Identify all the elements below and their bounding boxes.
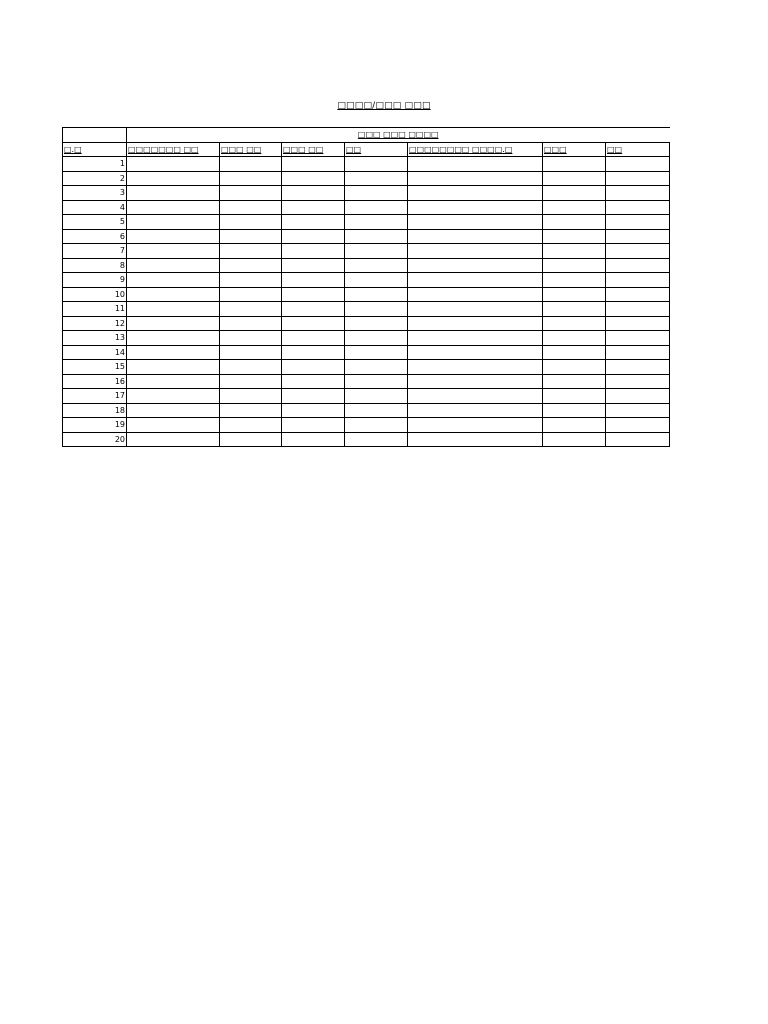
row-number: 8 (63, 258, 127, 273)
table-cell (606, 287, 670, 302)
table-cell (408, 258, 543, 273)
row-number: 11 (63, 302, 127, 317)
table-cell (408, 215, 543, 230)
table-row (63, 331, 670, 346)
table-cell (220, 360, 282, 375)
table-row (63, 345, 670, 360)
column-header: □□□□□□□ □□ (127, 142, 220, 157)
table-cell (408, 157, 543, 172)
table-cell (543, 244, 606, 259)
row-number: 9 (63, 273, 127, 288)
table-cell (220, 374, 282, 389)
table-cell (543, 215, 606, 230)
table-cell (543, 186, 606, 201)
table-cell (127, 331, 220, 346)
table-row (63, 432, 670, 447)
table-cell (345, 374, 408, 389)
table-cell (543, 171, 606, 186)
row-number: 18 (63, 403, 127, 418)
row-number: 12 (63, 316, 127, 331)
table-cell (543, 345, 606, 360)
table-row (63, 244, 670, 259)
row-number: 7 (63, 244, 127, 259)
table-cell (345, 287, 408, 302)
table-cell (127, 360, 220, 375)
table-cell (220, 200, 282, 215)
table-cell (220, 331, 282, 346)
table-cell (127, 432, 220, 447)
table-cell (127, 273, 220, 288)
table-cell (127, 287, 220, 302)
table-cell (282, 316, 345, 331)
table-cell (408, 316, 543, 331)
table-cell (543, 229, 606, 244)
row-number: 13 (63, 331, 127, 346)
table-cell (127, 345, 220, 360)
table-cell (220, 302, 282, 317)
table-cell (345, 345, 408, 360)
table-cell (543, 432, 606, 447)
table-cell (543, 403, 606, 418)
table-cell (282, 345, 345, 360)
table-cell (606, 302, 670, 317)
table-cell (345, 171, 408, 186)
table-cell (127, 258, 220, 273)
page-title: □□□□/□□□ □□□ (337, 101, 431, 111)
table-cell (408, 331, 543, 346)
table-cell (345, 331, 408, 346)
table-cell (606, 403, 670, 418)
table-cell (543, 258, 606, 273)
table-cell (543, 389, 606, 404)
group-header-row (63, 128, 670, 143)
table-cell (345, 302, 408, 317)
table-cell (408, 244, 543, 259)
table-cell (408, 345, 543, 360)
table-cell (543, 273, 606, 288)
table-cell (543, 316, 606, 331)
table-cell (408, 418, 543, 433)
table-row (63, 186, 670, 201)
column-header: □□□ (543, 142, 606, 157)
table-cell (282, 302, 345, 317)
table-row (63, 374, 670, 389)
table-cell (282, 287, 345, 302)
table-cell (606, 215, 670, 230)
table-cell (282, 389, 345, 404)
table-cell (345, 418, 408, 433)
table-cell (220, 244, 282, 259)
table-cell (127, 157, 220, 172)
table-cell (220, 418, 282, 433)
table-cell (282, 374, 345, 389)
table-cell (220, 157, 282, 172)
table-cell (282, 171, 345, 186)
table-cell (282, 244, 345, 259)
table-row (63, 157, 670, 172)
table-cell (220, 345, 282, 360)
table-cell (345, 403, 408, 418)
row-number: 14 (63, 345, 127, 360)
table-cell (220, 287, 282, 302)
row-number: 17 (63, 389, 127, 404)
column-header: □□□□□□□□ □□□□.□ (408, 142, 543, 157)
table-cell (408, 403, 543, 418)
table-row (63, 258, 670, 273)
table-cell (220, 186, 282, 201)
table-cell (282, 157, 345, 172)
table-row (63, 200, 670, 215)
table-cell (220, 432, 282, 447)
table-row (63, 418, 670, 433)
table-cell (345, 215, 408, 230)
table-cell (345, 186, 408, 201)
table-row (63, 171, 670, 186)
table-row (63, 229, 670, 244)
table-cell (127, 229, 220, 244)
table-cell (606, 418, 670, 433)
table-cell (606, 374, 670, 389)
table-cell (127, 389, 220, 404)
table-cell (606, 229, 670, 244)
table-cell (606, 171, 670, 186)
table-cell (345, 316, 408, 331)
table-cell (345, 258, 408, 273)
table-cell (282, 418, 345, 433)
table-cell (345, 229, 408, 244)
table-cell (282, 200, 345, 215)
table-cell (543, 418, 606, 433)
table-cell (220, 258, 282, 273)
table-cell (606, 186, 670, 201)
table-cell (408, 302, 543, 317)
table-cell (282, 403, 345, 418)
table-cell (127, 215, 220, 230)
table-row (63, 287, 670, 302)
row-number: 6 (63, 229, 127, 244)
table-cell (127, 316, 220, 331)
table-cell (127, 171, 220, 186)
table-cell (543, 302, 606, 317)
table-row (63, 389, 670, 404)
table-cell (606, 157, 670, 172)
table-row (63, 403, 670, 418)
column-header: □.□ (63, 142, 127, 157)
table-cell (543, 287, 606, 302)
table-cell (220, 316, 282, 331)
table-cell (606, 345, 670, 360)
row-number: 4 (63, 200, 127, 215)
table-cell (220, 389, 282, 404)
table-cell (127, 200, 220, 215)
table-cell (345, 157, 408, 172)
group-header: □□□ □□□ □□□□ (127, 128, 670, 143)
table-cell (220, 171, 282, 186)
table-cell (345, 244, 408, 259)
table-cell (408, 200, 543, 215)
table-cell (127, 302, 220, 317)
row-number: 20 (63, 432, 127, 447)
table-row (63, 360, 670, 375)
table-cell (606, 258, 670, 273)
table-cell (606, 200, 670, 215)
row-number: 16 (63, 374, 127, 389)
table-cell (282, 258, 345, 273)
table-cell (282, 229, 345, 244)
table-cell (282, 360, 345, 375)
table-cell (543, 331, 606, 346)
table-cell (220, 229, 282, 244)
table-cell (408, 360, 543, 375)
table-cell (220, 273, 282, 288)
column-header: □□ (606, 142, 670, 157)
row-number: 15 (63, 360, 127, 375)
table-cell (606, 244, 670, 259)
table-cell (408, 432, 543, 447)
row-number: 2 (63, 171, 127, 186)
table-cell (220, 403, 282, 418)
table-cell (543, 360, 606, 375)
table-row (63, 215, 670, 230)
table-cell (606, 316, 670, 331)
column-header: □□□ □□ (220, 142, 282, 157)
table-cell (543, 374, 606, 389)
table-row (63, 273, 670, 288)
column-header: □□□ □□ (282, 142, 345, 157)
table-cell (408, 186, 543, 201)
table-cell (282, 331, 345, 346)
table-cell (345, 360, 408, 375)
table-cell (606, 331, 670, 346)
table-cell (282, 432, 345, 447)
table-cell (606, 389, 670, 404)
table-cell (408, 229, 543, 244)
table-cell (220, 215, 282, 230)
row-number: 1 (63, 157, 127, 172)
table-cell (282, 186, 345, 201)
data-table (62, 127, 670, 447)
table-cell (127, 403, 220, 418)
column-header-row (63, 142, 670, 157)
table-row (63, 302, 670, 317)
table-cell (282, 215, 345, 230)
table-cell (282, 273, 345, 288)
table-cell (408, 389, 543, 404)
table-cell (408, 287, 543, 302)
table-cell (543, 157, 606, 172)
table-cell (345, 273, 408, 288)
row-number: 5 (63, 215, 127, 230)
table-cell (345, 432, 408, 447)
table-cell (345, 389, 408, 404)
table-cell (345, 200, 408, 215)
row-number: 10 (63, 287, 127, 302)
table-cell (127, 186, 220, 201)
table-cell (408, 171, 543, 186)
row-number: 3 (63, 186, 127, 201)
table-row (63, 316, 670, 331)
table-cell (127, 418, 220, 433)
table-cell (606, 432, 670, 447)
column-header: □□ (345, 142, 408, 157)
table-cell (606, 360, 670, 375)
table-cell (543, 200, 606, 215)
table-cell (127, 244, 220, 259)
row-number: 19 (63, 418, 127, 433)
table-cell (606, 273, 670, 288)
table-cell (408, 374, 543, 389)
table-cell (127, 374, 220, 389)
table-cell (408, 273, 543, 288)
corner-cell (63, 128, 127, 143)
